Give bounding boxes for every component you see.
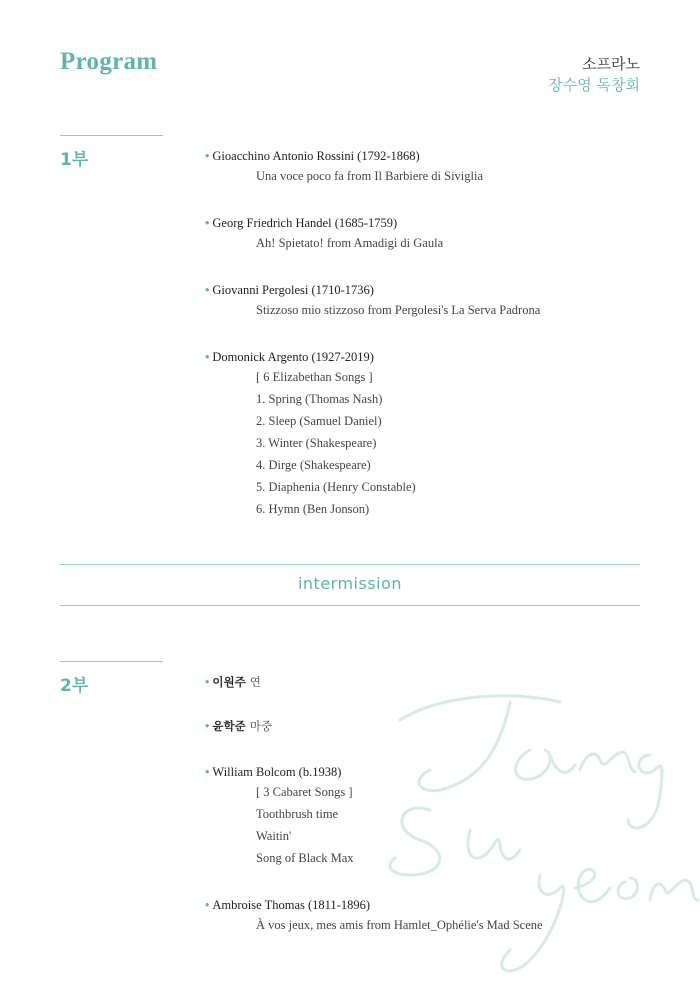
composer-name: • Domonick Argento (1927-2019) [205,350,374,364]
program-entry [205,147,483,187]
page-title: Program [60,48,158,75]
bullet-icon: • [205,216,210,230]
composer-name: • Giovanni Pergolesi (1710-1736) [205,283,374,297]
song-cycle-title: [ 6 Elizabethan Songs ] [256,370,373,384]
program-entry [205,717,272,735]
concert-title [548,54,640,96]
composer-name: • 이원주 연 [205,675,261,689]
part2-rule [60,661,163,662]
song-title: Song of Black Max [256,851,354,865]
composer-name: • 윤학준 마중 [205,719,272,733]
composer-name: • Gioacchino Antonio Rossini (1792-1868) [205,149,420,163]
work-title: À vos jeux, mes amis from Hamlet_Ophélie's Mad Scene [256,918,543,932]
song-title: 1. Spring (Thomas Nash) [256,392,383,406]
program-entry [205,281,540,321]
song-title: 3. Winter (Shakespeare) [256,436,377,450]
song-cycle-title: [ 3 Cabaret Songs ] [256,785,353,799]
intermission-rule-top [60,564,640,565]
subtitle-line2: 장수영 독창회 [548,76,640,94]
work-title: Stizzoso mio stizzoso from Pergolesi's La Serva Padrona [256,303,541,317]
part2-label: 2부 [60,676,89,696]
watermark-signature [360,660,700,990]
bullet-icon: • [205,898,210,912]
song-title: Toothbrush time [256,807,339,821]
part1-rule [60,135,163,136]
song-title: 4. Dirge (Shakespeare) [256,458,371,472]
intermission-rule-bottom [60,605,640,606]
work-title: Una voce poco fa from Il Barbiere di Siviglia [256,169,484,183]
intermission-label: intermission [297,574,403,593]
program-entry [205,214,443,254]
bullet-icon: • [205,283,210,297]
bullet-icon: • [205,675,210,689]
program-entry [205,348,416,520]
song-title: Waitin' [256,829,292,843]
composer-name: • Georg Friedrich Handel (1685-1759) [205,216,398,230]
song-title: 5. Diaphenia (Henry Constable) [256,480,416,494]
bullet-icon: • [205,350,210,364]
subtitle-line1: 소프라노 [582,55,640,73]
song-title: 6. Hymn (Ben Jonson) [256,502,370,516]
program-entry [205,763,354,869]
composer-name: • William Bolcom (b.1938) [205,765,342,779]
composer-name: • Ambroise Thomas (1811-1896) [205,898,371,912]
bullet-icon: • [205,149,210,163]
program-entry [205,673,261,691]
work-title: 마중 [249,719,272,733]
part1-label: 1부 [60,150,89,170]
song-title: 2. Sleep (Samuel Daniel) [256,414,382,428]
bullet-icon: • [205,765,210,779]
program-entry [205,896,543,936]
work-title: Ah! Spietato! from Amadigi di Gaula [256,236,444,250]
work-title: 연 [249,675,261,689]
bullet-icon: • [205,719,210,733]
